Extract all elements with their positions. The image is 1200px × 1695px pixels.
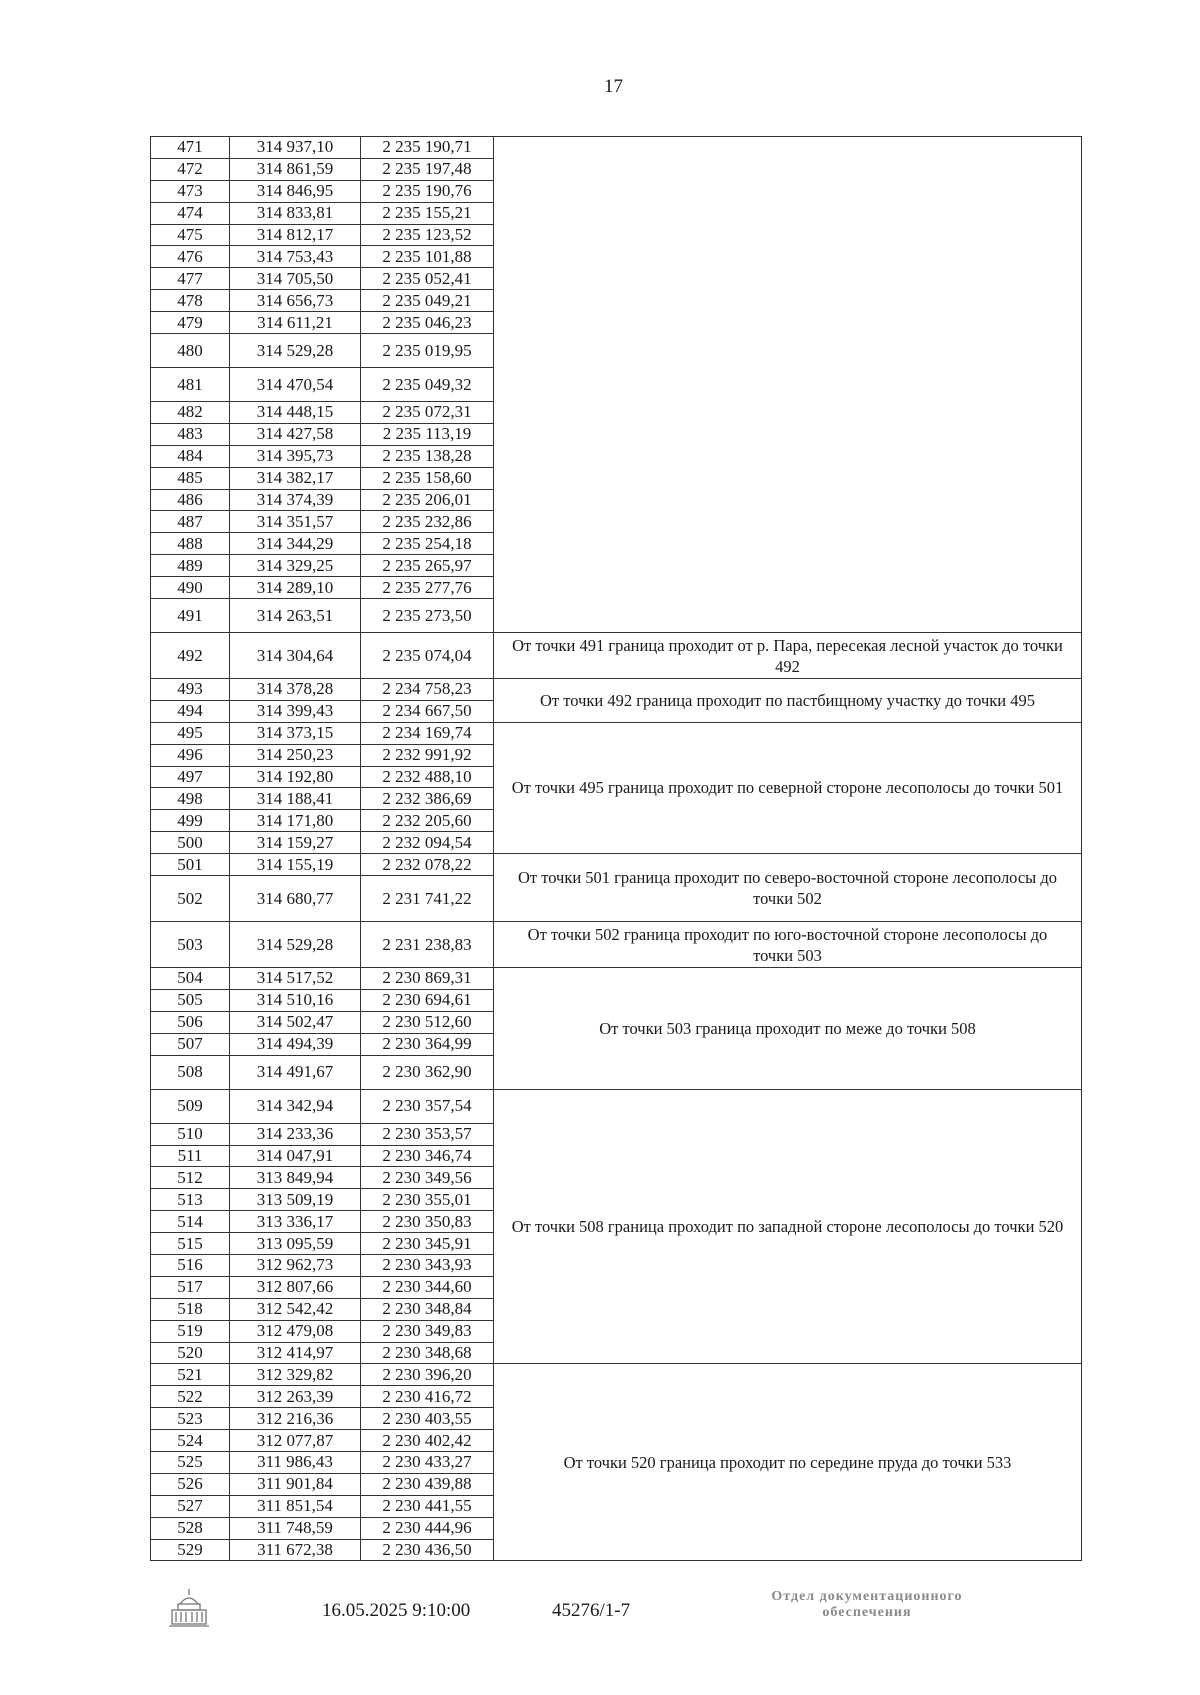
table-row bbox=[151, 679, 1082, 701]
y-coordinate-cell: 2 230 396,20 bbox=[361, 1364, 494, 1386]
y-coordinate-cell: 2 230 349,83 bbox=[361, 1320, 494, 1342]
point-number-cell: 529 bbox=[151, 1539, 230, 1561]
x-coordinate-cell: 314 263,51 bbox=[230, 599, 361, 633]
point-number-cell: 472 bbox=[151, 158, 230, 180]
x-coordinate-cell: 312 479,08 bbox=[230, 1320, 361, 1342]
y-coordinate-cell: 2 230 362,90 bbox=[361, 1055, 494, 1089]
x-coordinate-cell: 311 851,54 bbox=[230, 1495, 361, 1517]
point-number-cell: 525 bbox=[151, 1451, 230, 1473]
point-number-cell: 527 bbox=[151, 1495, 230, 1517]
point-number-cell: 513 bbox=[151, 1189, 230, 1211]
x-coordinate-cell: 312 542,42 bbox=[230, 1298, 361, 1320]
x-coordinate-cell: 314 188,41 bbox=[230, 788, 361, 810]
point-number-cell: 512 bbox=[151, 1167, 230, 1189]
table-row bbox=[151, 722, 1082, 744]
y-coordinate-cell: 2 230 350,83 bbox=[361, 1211, 494, 1233]
x-coordinate-cell: 314 529,28 bbox=[230, 334, 361, 368]
point-number-cell: 516 bbox=[151, 1254, 230, 1276]
y-coordinate-cell: 2 235 155,21 bbox=[361, 202, 494, 224]
x-coordinate-cell: 314 937,10 bbox=[230, 137, 361, 159]
x-coordinate-cell: 314 399,43 bbox=[230, 700, 361, 722]
x-coordinate-cell: 313 509,19 bbox=[230, 1189, 361, 1211]
y-coordinate-cell: 2 230 346,74 bbox=[361, 1145, 494, 1167]
y-coordinate-cell: 2 230 357,54 bbox=[361, 1089, 494, 1123]
y-coordinate-cell: 2 230 353,57 bbox=[361, 1123, 494, 1145]
table-row bbox=[151, 1364, 1082, 1386]
point-number-cell: 490 bbox=[151, 577, 230, 599]
x-coordinate-cell: 312 263,39 bbox=[230, 1386, 361, 1408]
x-coordinate-cell: 314 448,15 bbox=[230, 402, 361, 424]
point-number-cell: 480 bbox=[151, 334, 230, 368]
y-coordinate-cell: 2 230 402,42 bbox=[361, 1430, 494, 1452]
point-number-cell: 500 bbox=[151, 832, 230, 854]
y-coordinate-cell: 2 235 072,31 bbox=[361, 402, 494, 424]
x-coordinate-cell: 314 656,73 bbox=[230, 290, 361, 312]
x-coordinate-cell: 314 047,91 bbox=[230, 1145, 361, 1167]
x-coordinate-cell: 314 494,39 bbox=[230, 1033, 361, 1055]
y-coordinate-cell: 2 230 345,91 bbox=[361, 1233, 494, 1255]
x-coordinate-cell: 314 812,17 bbox=[230, 224, 361, 246]
stamp-line-2: обеспечения bbox=[822, 1605, 912, 1620]
y-coordinate-cell: 2 232 991,92 bbox=[361, 744, 494, 766]
x-coordinate-cell: 314 304,64 bbox=[230, 633, 361, 679]
point-number-cell: 475 bbox=[151, 224, 230, 246]
y-coordinate-cell: 2 230 403,55 bbox=[361, 1408, 494, 1430]
x-coordinate-cell: 314 329,25 bbox=[230, 555, 361, 577]
stamp-line-1: Отдел документационного bbox=[771, 1589, 963, 1604]
point-number-cell: 517 bbox=[151, 1276, 230, 1298]
y-coordinate-cell: 2 230 348,68 bbox=[361, 1342, 494, 1364]
y-coordinate-cell: 2 235 074,04 bbox=[361, 633, 494, 679]
point-number-cell: 485 bbox=[151, 467, 230, 489]
x-coordinate-cell: 314 171,80 bbox=[230, 810, 361, 832]
x-coordinate-cell: 314 250,23 bbox=[230, 744, 361, 766]
department-stamp bbox=[722, 1589, 1012, 1621]
x-coordinate-cell: 314 155,19 bbox=[230, 854, 361, 876]
boundary-description-cell: От точки 491 граница проходит от р. Пара, пересекая лесной участок до точки 492 bbox=[494, 633, 1082, 679]
point-number-cell: 495 bbox=[151, 722, 230, 744]
y-coordinate-cell: 2 230 439,88 bbox=[361, 1473, 494, 1495]
y-coordinate-cell: 2 230 364,99 bbox=[361, 1033, 494, 1055]
y-coordinate-cell: 2 232 078,22 bbox=[361, 854, 494, 876]
point-number-cell: 501 bbox=[151, 854, 230, 876]
point-number-cell: 506 bbox=[151, 1011, 230, 1033]
y-coordinate-cell: 2 230 433,27 bbox=[361, 1451, 494, 1473]
point-number-cell: 498 bbox=[151, 788, 230, 810]
y-coordinate-cell: 2 235 206,01 bbox=[361, 489, 494, 511]
boundary-description-cell: От точки 501 граница проходит по северо-восточной стороне лесополосы до точки 502 bbox=[494, 854, 1082, 922]
y-coordinate-cell: 2 235 277,76 bbox=[361, 577, 494, 599]
x-coordinate-cell: 314 833,81 bbox=[230, 202, 361, 224]
point-number-cell: 496 bbox=[151, 744, 230, 766]
table-row bbox=[151, 854, 1082, 876]
page-number: 17 bbox=[604, 76, 623, 97]
point-number-cell: 484 bbox=[151, 445, 230, 467]
point-number-cell: 476 bbox=[151, 246, 230, 268]
point-number-cell: 522 bbox=[151, 1386, 230, 1408]
point-number-cell: 488 bbox=[151, 533, 230, 555]
point-number-cell: 473 bbox=[151, 180, 230, 202]
y-coordinate-cell: 2 230 869,31 bbox=[361, 968, 494, 990]
x-coordinate-cell: 311 901,84 bbox=[230, 1473, 361, 1495]
x-coordinate-cell: 312 077,87 bbox=[230, 1430, 361, 1452]
x-coordinate-cell: 314 510,16 bbox=[230, 989, 361, 1011]
y-coordinate-cell: 2 232 386,69 bbox=[361, 788, 494, 810]
point-number-cell: 519 bbox=[151, 1320, 230, 1342]
y-coordinate-cell: 2 235 019,95 bbox=[361, 334, 494, 368]
point-number-cell: 511 bbox=[151, 1145, 230, 1167]
y-coordinate-cell: 2 230 343,93 bbox=[361, 1254, 494, 1276]
x-coordinate-cell: 314 342,94 bbox=[230, 1089, 361, 1123]
y-coordinate-cell: 2 235 113,19 bbox=[361, 423, 494, 445]
point-number-cell: 482 bbox=[151, 402, 230, 424]
y-coordinate-cell: 2 235 232,86 bbox=[361, 511, 494, 533]
x-coordinate-cell: 311 986,43 bbox=[230, 1451, 361, 1473]
point-number-cell: 504 bbox=[151, 968, 230, 990]
y-coordinate-cell: 2 230 512,60 bbox=[361, 1011, 494, 1033]
boundary-description-cell: От точки 508 граница проходит по западной стороне лесополосы до точки 520 bbox=[494, 1089, 1082, 1364]
x-coordinate-cell: 312 216,36 bbox=[230, 1408, 361, 1430]
building-logo-icon bbox=[166, 1586, 212, 1630]
point-number-cell: 524 bbox=[151, 1430, 230, 1452]
x-coordinate-cell: 314 395,73 bbox=[230, 445, 361, 467]
point-number-cell: 492 bbox=[151, 633, 230, 679]
point-number-cell: 502 bbox=[151, 876, 230, 922]
x-coordinate-cell: 314 289,10 bbox=[230, 577, 361, 599]
point-number-cell: 521 bbox=[151, 1364, 230, 1386]
point-number-cell: 491 bbox=[151, 599, 230, 633]
y-coordinate-cell: 2 232 488,10 bbox=[361, 766, 494, 788]
x-coordinate-cell: 314 846,95 bbox=[230, 180, 361, 202]
y-coordinate-cell: 2 235 049,32 bbox=[361, 368, 494, 402]
boundary-description-cell: От точки 495 граница проходит по северной стороне лесополосы до точки 501 bbox=[494, 722, 1082, 853]
point-number-cell: 505 bbox=[151, 989, 230, 1011]
x-coordinate-cell: 314 517,52 bbox=[230, 968, 361, 990]
footer-datetime: 16.05.2025 9:10:00 bbox=[322, 1600, 471, 1621]
footer-doc-number: 45276/1-7 bbox=[552, 1600, 631, 1621]
x-coordinate-cell: 314 382,17 bbox=[230, 467, 361, 489]
point-number-cell: 526 bbox=[151, 1473, 230, 1495]
point-number-cell: 528 bbox=[151, 1517, 230, 1539]
y-coordinate-cell: 2 230 416,72 bbox=[361, 1386, 494, 1408]
y-coordinate-cell: 2 234 667,50 bbox=[361, 700, 494, 722]
point-number-cell: 510 bbox=[151, 1123, 230, 1145]
y-coordinate-cell: 2 231 741,22 bbox=[361, 876, 494, 922]
point-number-cell: 514 bbox=[151, 1211, 230, 1233]
point-number-cell: 493 bbox=[151, 679, 230, 701]
y-coordinate-cell: 2 232 094,54 bbox=[361, 832, 494, 854]
coordinates-table-body bbox=[151, 137, 1082, 1561]
x-coordinate-cell: 311 672,38 bbox=[230, 1539, 361, 1561]
point-number-cell: 478 bbox=[151, 290, 230, 312]
y-coordinate-cell: 2 235 190,76 bbox=[361, 180, 494, 202]
table-row bbox=[151, 922, 1082, 968]
point-number-cell: 481 bbox=[151, 368, 230, 402]
point-number-cell: 518 bbox=[151, 1298, 230, 1320]
table-row bbox=[151, 633, 1082, 679]
x-coordinate-cell: 314 753,43 bbox=[230, 246, 361, 268]
x-coordinate-cell: 313 849,94 bbox=[230, 1167, 361, 1189]
y-coordinate-cell: 2 235 123,52 bbox=[361, 224, 494, 246]
y-coordinate-cell: 2 235 138,28 bbox=[361, 445, 494, 467]
y-coordinate-cell: 2 230 694,61 bbox=[361, 989, 494, 1011]
y-coordinate-cell: 2 234 169,74 bbox=[361, 722, 494, 744]
boundary-description-cell: От точки 503 граница проходит по меже до точки 508 bbox=[494, 968, 1082, 1090]
boundary-description-cell: От точки 520 граница проходит по середине пруда до точки 533 bbox=[494, 1364, 1082, 1561]
y-coordinate-cell: 2 235 254,18 bbox=[361, 533, 494, 555]
y-coordinate-cell: 2 231 238,83 bbox=[361, 922, 494, 968]
x-coordinate-cell: 314 427,58 bbox=[230, 423, 361, 445]
x-coordinate-cell: 312 414,97 bbox=[230, 1342, 361, 1364]
y-coordinate-cell: 2 230 348,84 bbox=[361, 1298, 494, 1320]
y-coordinate-cell: 2 230 344,60 bbox=[361, 1276, 494, 1298]
x-coordinate-cell: 314 378,28 bbox=[230, 679, 361, 701]
x-coordinate-cell: 314 374,39 bbox=[230, 489, 361, 511]
point-number-cell: 474 bbox=[151, 202, 230, 224]
point-number-cell: 508 bbox=[151, 1055, 230, 1089]
x-coordinate-cell: 312 962,73 bbox=[230, 1254, 361, 1276]
x-coordinate-cell: 314 470,54 bbox=[230, 368, 361, 402]
y-coordinate-cell: 2 235 158,60 bbox=[361, 467, 494, 489]
point-number-cell: 494 bbox=[151, 700, 230, 722]
coordinates-table bbox=[150, 136, 1082, 1561]
point-number-cell: 471 bbox=[151, 137, 230, 159]
point-number-cell: 483 bbox=[151, 423, 230, 445]
point-number-cell: 520 bbox=[151, 1342, 230, 1364]
x-coordinate-cell: 314 491,67 bbox=[230, 1055, 361, 1089]
x-coordinate-cell: 314 529,28 bbox=[230, 922, 361, 968]
y-coordinate-cell: 2 235 052,41 bbox=[361, 268, 494, 290]
x-coordinate-cell: 311 748,59 bbox=[230, 1517, 361, 1539]
point-number-cell: 503 bbox=[151, 922, 230, 968]
boundary-description-cell: От точки 492 граница проходит по пастбищному участку до точки 495 bbox=[494, 679, 1082, 723]
y-coordinate-cell: 2 235 197,48 bbox=[361, 158, 494, 180]
y-coordinate-cell: 2 230 444,96 bbox=[361, 1517, 494, 1539]
y-coordinate-cell: 2 230 355,01 bbox=[361, 1189, 494, 1211]
x-coordinate-cell: 314 705,50 bbox=[230, 268, 361, 290]
y-coordinate-cell: 2 235 190,71 bbox=[361, 137, 494, 159]
boundary-description-cell bbox=[494, 137, 1082, 633]
y-coordinate-cell: 2 230 436,50 bbox=[361, 1539, 494, 1561]
point-number-cell: 515 bbox=[151, 1233, 230, 1255]
x-coordinate-cell: 314 192,80 bbox=[230, 766, 361, 788]
x-coordinate-cell: 314 861,59 bbox=[230, 158, 361, 180]
y-coordinate-cell: 2 234 758,23 bbox=[361, 679, 494, 701]
point-number-cell: 523 bbox=[151, 1408, 230, 1430]
x-coordinate-cell: 314 680,77 bbox=[230, 876, 361, 922]
table-row bbox=[151, 137, 1082, 159]
point-number-cell: 499 bbox=[151, 810, 230, 832]
point-number-cell: 477 bbox=[151, 268, 230, 290]
x-coordinate-cell: 312 329,82 bbox=[230, 1364, 361, 1386]
x-coordinate-cell: 312 807,66 bbox=[230, 1276, 361, 1298]
point-number-cell: 497 bbox=[151, 766, 230, 788]
x-coordinate-cell: 314 502,47 bbox=[230, 1011, 361, 1033]
point-number-cell: 509 bbox=[151, 1089, 230, 1123]
y-coordinate-cell: 2 235 046,23 bbox=[361, 312, 494, 334]
point-number-cell: 486 bbox=[151, 489, 230, 511]
point-number-cell: 507 bbox=[151, 1033, 230, 1055]
table-row bbox=[151, 1089, 1082, 1123]
table-row bbox=[151, 968, 1082, 990]
point-number-cell: 489 bbox=[151, 555, 230, 577]
y-coordinate-cell: 2 235 273,50 bbox=[361, 599, 494, 633]
x-coordinate-cell: 314 611,21 bbox=[230, 312, 361, 334]
x-coordinate-cell: 314 344,29 bbox=[230, 533, 361, 555]
x-coordinate-cell: 313 336,17 bbox=[230, 1211, 361, 1233]
x-coordinate-cell: 314 351,57 bbox=[230, 511, 361, 533]
y-coordinate-cell: 2 230 349,56 bbox=[361, 1167, 494, 1189]
x-coordinate-cell: 313 095,59 bbox=[230, 1233, 361, 1255]
y-coordinate-cell: 2 235 265,97 bbox=[361, 555, 494, 577]
x-coordinate-cell: 314 159,27 bbox=[230, 832, 361, 854]
x-coordinate-cell: 314 233,36 bbox=[230, 1123, 361, 1145]
y-coordinate-cell: 2 235 101,88 bbox=[361, 246, 494, 268]
y-coordinate-cell: 2 232 205,60 bbox=[361, 810, 494, 832]
y-coordinate-cell: 2 230 441,55 bbox=[361, 1495, 494, 1517]
y-coordinate-cell: 2 235 049,21 bbox=[361, 290, 494, 312]
point-number-cell: 487 bbox=[151, 511, 230, 533]
boundary-description-cell: От точки 502 граница проходит по юго-восточной стороне лесополосы до точки 503 bbox=[494, 922, 1082, 968]
point-number-cell: 479 bbox=[151, 312, 230, 334]
x-coordinate-cell: 314 373,15 bbox=[230, 722, 361, 744]
